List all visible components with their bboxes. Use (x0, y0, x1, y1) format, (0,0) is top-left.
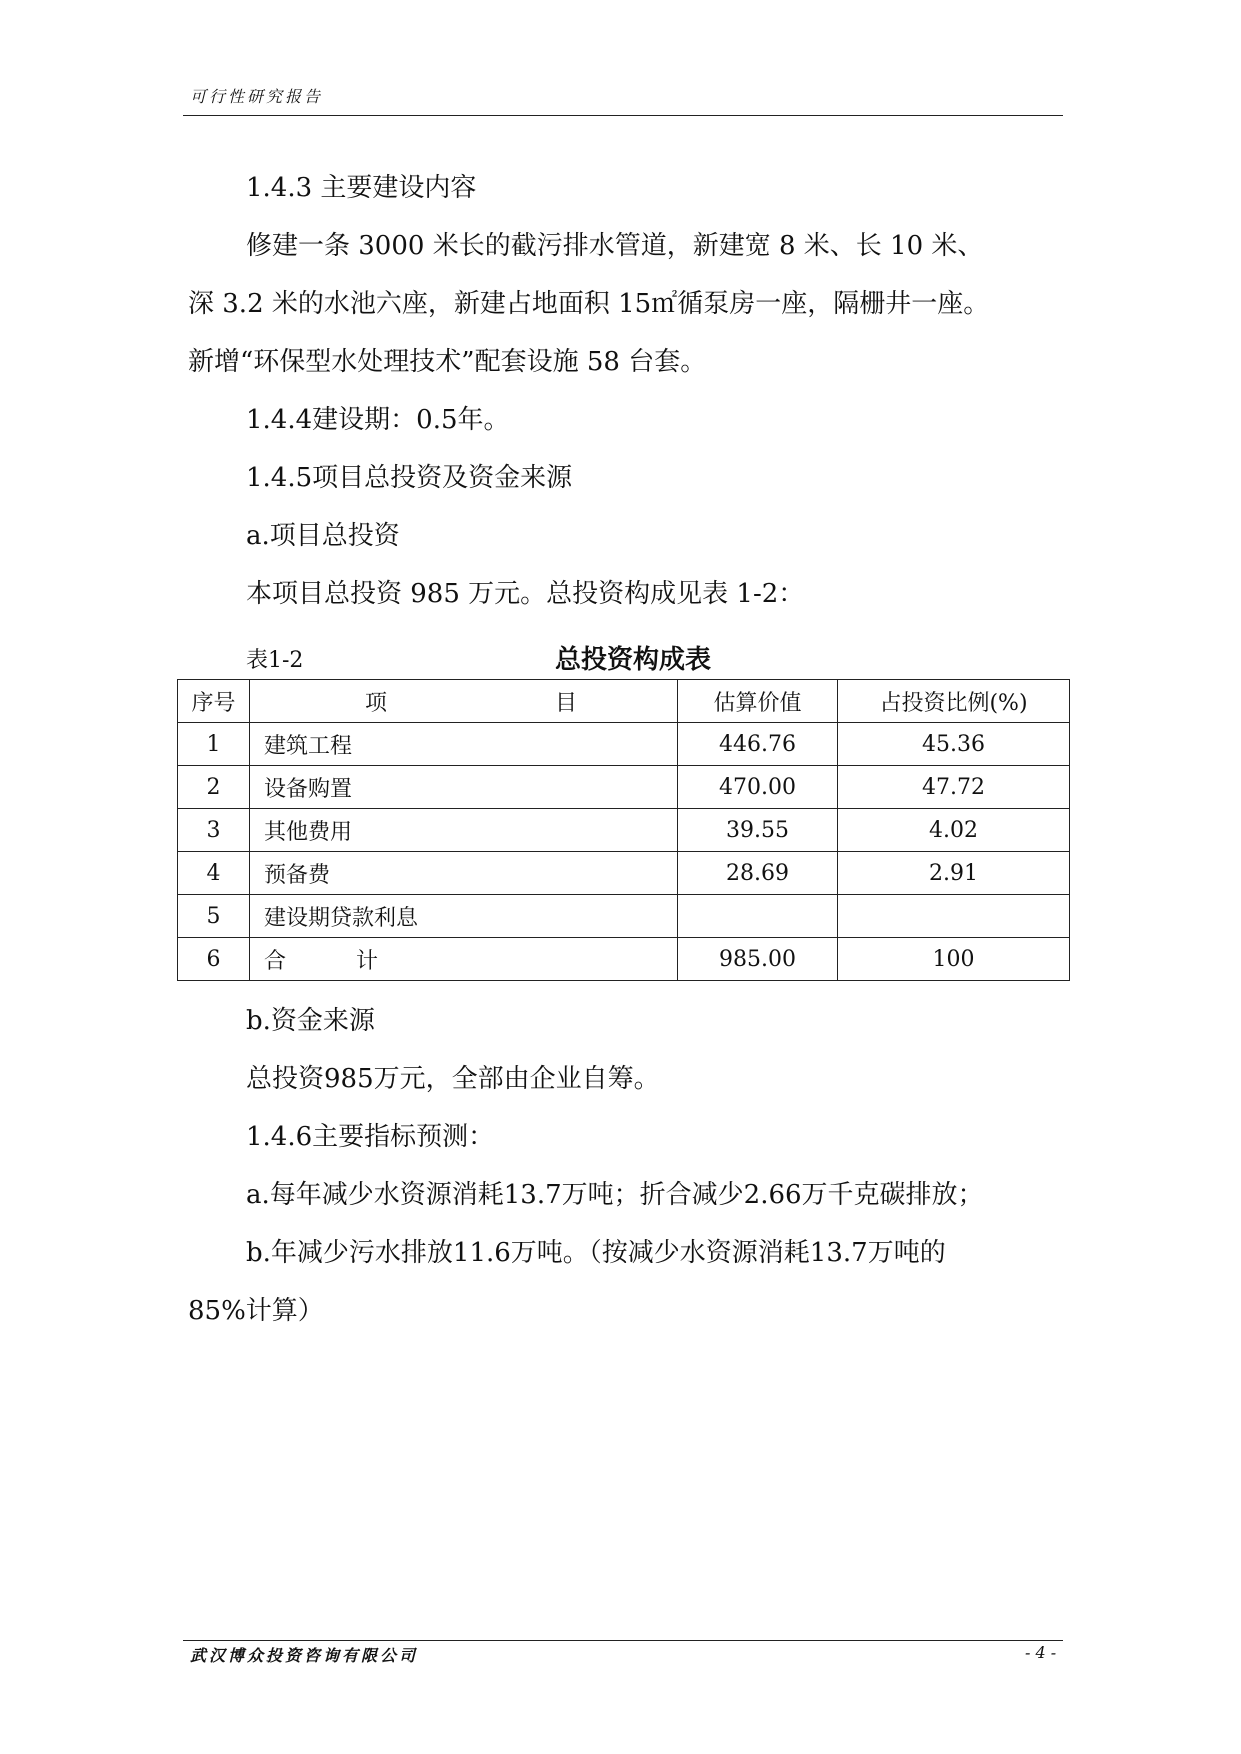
cell-no: 4 (178, 852, 250, 895)
section-heading-1-4-3: 1.4.3 主要建设内容 (246, 173, 477, 203)
cell-ratio: 45.36 (838, 723, 1070, 766)
paragraph-funding-source: 总投资985万元，全部由企业自筹。 (246, 1064, 660, 1094)
header-no: 序号 (178, 680, 250, 723)
table-row (178, 895, 1070, 938)
cell-item: 建设期贷款利息 (250, 895, 678, 938)
paragraph-total-investment: 本项目总投资 985 万元。总投资构成见表 1-2： (246, 579, 805, 609)
indicator-a: a.每年减少水资源消耗13.7万吨；折合减少2.66万千克碳排放； (246, 1180, 984, 1210)
total-label-b: 计 (356, 948, 379, 974)
cell-ratio: 47.72 (838, 766, 1070, 809)
footer-divider (183, 1640, 1063, 1641)
cell-no: 2 (178, 766, 250, 809)
table-header-row (178, 680, 1070, 723)
header-divider (183, 115, 1063, 116)
section-heading-1-4-4: 1.4.4建设期：0.5年。 (246, 405, 510, 435)
header-value: 估算价值 (678, 680, 838, 723)
header-ratio: 占投资比例(%) (838, 680, 1070, 723)
header-item (250, 680, 678, 723)
cell-value: 446.76 (678, 723, 838, 766)
paragraph-construction-line-3: 新增“环保型水处理技术”配套设施 58 台套。 (188, 347, 707, 377)
cell-value: 470.00 (678, 766, 838, 809)
page-number: - 4 - (1025, 1643, 1057, 1662)
cell-item: 建筑工程 (250, 723, 678, 766)
header-item-a: 项 (365, 690, 388, 716)
table-title: 总投资构成表 (555, 645, 712, 675)
table-label: 表1-2 (246, 648, 304, 673)
subheading-total-investment: a.项目总投资 (246, 521, 400, 551)
header-item-b: 目 (554, 690, 577, 716)
cell-value: 28.69 (678, 852, 838, 895)
table-row (178, 809, 1070, 852)
cell-value: 39.55 (678, 809, 838, 852)
cell-ratio (838, 895, 1070, 938)
cell-value (678, 895, 838, 938)
cell-ratio: 2.91 (838, 852, 1070, 895)
table-row (178, 723, 1070, 766)
section-heading-1-4-6: 1.4.6主要指标预测： (246, 1122, 495, 1152)
cell-total-ratio: 100 (838, 938, 1070, 981)
table-total-row (178, 938, 1070, 981)
cell-no: 3 (178, 809, 250, 852)
total-label-a: 合 (264, 948, 287, 974)
subheading-funding-source: b.资金来源 (246, 1006, 375, 1036)
cell-item: 设备购置 (250, 766, 678, 809)
cell-no: 1 (178, 723, 250, 766)
cell-no: 6 (178, 938, 250, 981)
cell-item: 其他费用 (250, 809, 678, 852)
table-row (178, 852, 1070, 895)
footer-company: 武汉博众投资咨询有限公司 (190, 1646, 419, 1665)
header-title: 可行性研究报告 (190, 87, 324, 106)
investment-table (177, 679, 1070, 981)
cell-no: 5 (178, 895, 250, 938)
indicator-b-line-1: b.年减少污水排放11.6万吨。（按减少水资源消耗13.7万吨的 (246, 1238, 946, 1268)
cell-total-value: 985.00 (678, 938, 838, 981)
table-row (178, 766, 1070, 809)
indicator-b-line-2: 85%计算） (188, 1296, 324, 1326)
cell-total-label (250, 938, 678, 981)
paragraph-construction-line-2: 深 3.2 米的水池六座，新建占地面积 15㎡循泵房一座，隔栅井一座。 (188, 289, 990, 319)
paragraph-construction-line-1: 修建一条 3000 米长的截污排水管道，新建宽 8 米、长 10 米、 (246, 231, 984, 261)
cell-ratio: 4.02 (838, 809, 1070, 852)
section-heading-1-4-5: 1.4.5项目总投资及资金来源 (246, 463, 573, 493)
cell-item: 预备费 (250, 852, 678, 895)
